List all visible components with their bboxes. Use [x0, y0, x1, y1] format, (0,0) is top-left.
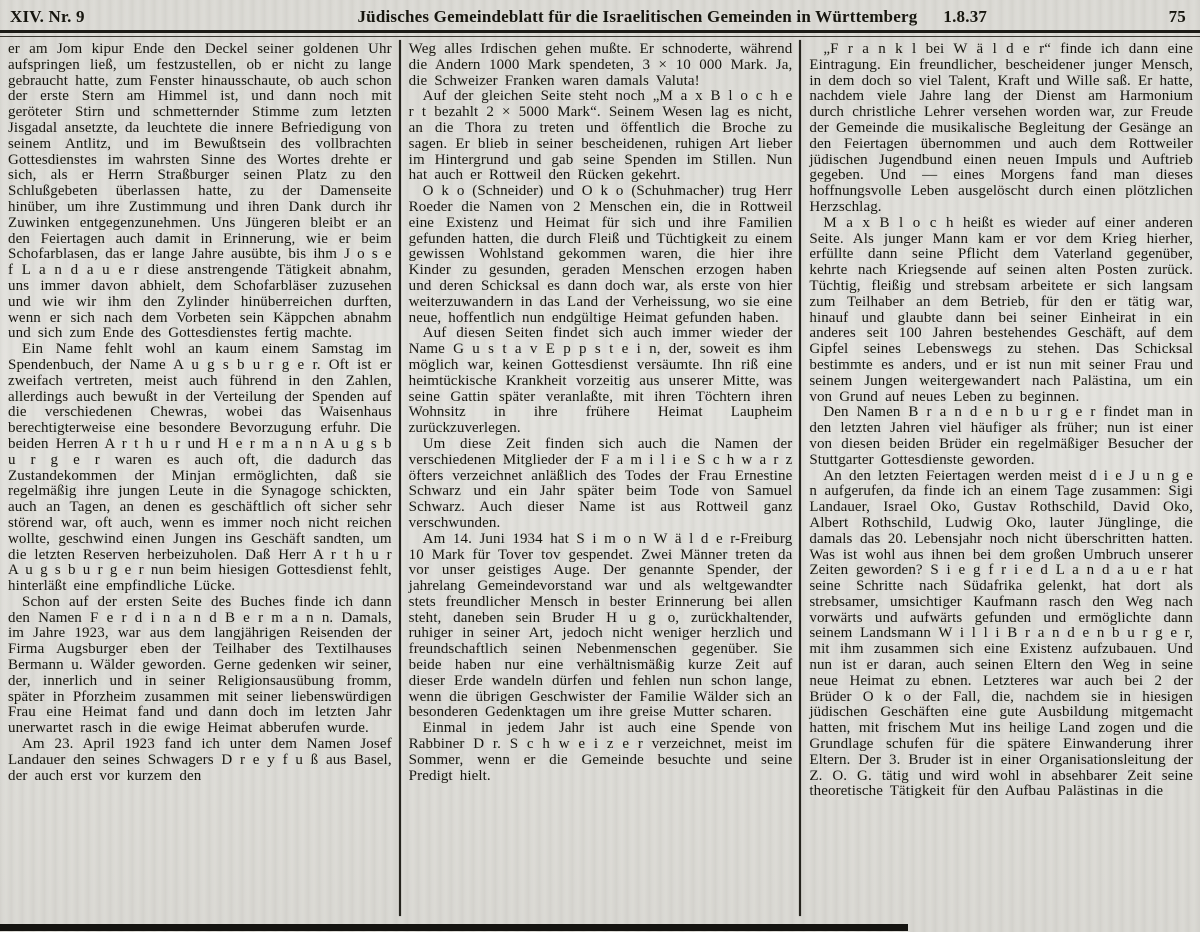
paragraph: er am Jom kipur Ende den Deckel seiner goldenen Uhr aufspringen ließ, um festzustellen, ob er nicht zu lange gebraucht hatte, zum Fenster hinausschaute, ob auch schon der erste Stern am Himmel ist, und dann noch mit geröteter Stirn und schmetternder Stimme zum letzten Jisgadal ansetzte, da leuchtete die innere Befriedigung von seinem Antlitz, und im Bewußtsein des vollbrachten Gottesdienstes im wahrsten Sinne des Wortes drehte er sich, als er Herrn Straßburger seinen Platz zu den Schlußgebeten überlassen hatte, zu der Damenseite hinüber, um ihre Zustimmung und ihren Dank durch ihr Zuwinken entgegenzunehmen. Uns Jüngeren bleibt er an den Feiertagen auch damit in Erinnerung, wie er beim Schofarblasen, das er lange Jahre ausübte, bis ihm J o s e f L a n d a u e r diese anstrengende Tätigkeit abnahm, uns immer davon abhielt, dem Schofarbläser zuzusehen und wie wir ihm den Zylinder hinüberreichen durften, wenn er sich nach dem Vorbeten sein Käppchen abnahm und sich zum Ende des Gottesdienstes fertig machte.	[8, 41, 392, 342]
paragraph: Um diese Zeit finden sich auch die Namen der verschiedenen Mitglieder der F a m i l i e S c h w a r z öfters verzeichnet anläßlich des Todes der Frau Ernestine Schwarz und ein Jahr später beim Tode von Samuel Schwarz. Auch dieser Name ist aus Rottweil ganz verschwunden.	[408, 435, 793, 531]
paragraph: Am 23. April 1923 fand ich unter dem Namen Josef Landauer den seines Schwagers D r e y f u ß aus Basel, der auch erst vor kurzem den	[8, 736, 392, 784]
paragraph: Auf diesen Seiten findet sich auch immer wieder der Name G u s t a v E p p s t e i n, der, soweit es ihm möglich war, keinen Gottesdienst versäumte. Ihn riß eine heimtückische Krankheit vorzeitig aus unserer Mitte, was seine Gattin später veranlaßte, mit ihren Töchtern ihren Wohnsitz in ihre frühere Heimat Laupheim zurückzuverlegen.	[408, 325, 793, 437]
paragraph: M a x B l o c h heißt es wieder auf einer anderen Seite. Als junger Mann kam er vor dem Krieg hierher, erfüllte dann seine Pflicht dem Vaterland gegenüber, kehrte nach Kriegsende auf seinen alten Posten zurück. Tüchtig, fleißig und strebsam arbeitete er sich langsam zum Teilhaber an dem Betrieb, für den er tätig war, hinauf und glaubte dann bei seiner Einheirat in ein anderes seit 100 Jahren bestehendes Geschäft, auf dem Gipfel seines Lebenswegs zu stehen. Das Schicksal bestimmte es anders, und er ist nun mit seiner Frau und seinem Jungen weitergewandert nach Palästina, um ein von Grund auf neues Leben zu beginnen.	[809, 214, 1194, 405]
issue-date: 1.8.37	[943, 7, 988, 26]
issue-number: XIV. Nr. 9	[10, 7, 85, 26]
paragraph: Auf der gleichen Seite steht noch „M a x B l o c h e r t bezahlt 2 × 5000 Mark“. Seinem Wesen lag es nicht, an die Thora zu treten und öffentlich die Broche zu sagen. Er blieb in seiner bescheidenen, ruhigen Art lieber im Hintergrund und gab seine Spenden im Stillen. Nun hat auch er Rottweil den Rücken gekehrt.	[408, 88, 793, 184]
paragraph: „F r a n k l bei W ä l d e r“ finde ich dann eine Eintragung. Ein freundlicher, bescheidener junger Mensch, in dem doch so viel Talent, Kraft und Wille saß. Er hatte, nachdem viele Jahre lang der Dienst am Harmonium durch christliche Lehrer versehen worden war, zur Freude der Gemeinde die musikalische Begleitung der Gesänge an den Feiertagen übernommen und auch dem Rottweiler jüdischen Jugendbund einen neuen Impuls und Auftrieb gegeben. Und — eines Morgens fand man dieses hoffnungsvolle Leben ausgelöscht durch einen plötzlichen Herzschlag.	[809, 41, 1194, 215]
paragraph: Den Namen B r a n d e n b u r g e r findet man in den letzten Jahren viel häufiger als früher; nun ist einer von diesen beiden Brüder ein regelmäßiger Besucher der Stuttgarter Gottesdienste geworden.	[809, 404, 1194, 468]
paragraph: Schon auf der ersten Seite des Buches finde ich dann den Namen F e r d i n a n d B e r m a n n. Damals, im Jahre 1923, war aus dem langjährigen Reisenden der Firma Augsburger eben der Teilhaber des Textilhauses Bermann u. Wälder geworden. Gerne gedenken wir seiner, der, innerlich und in seiner Religionsausübung fromm, später in Pforzheim zusammen mit seiner liebenswürdigen Frau eine Heimat fand und dann doch im letzten Jahr unerwartet rasch in die ewige Heimat abberufen wurde.	[8, 593, 392, 737]
column-1	[0, 40, 399, 916]
paragraph: Einmal in jedem Jahr ist auch eine Spende von Rabbiner D r. S c h w e i z e r verzeichnet, meist im Sommer, wenn er die Gemeinde besuchte und seine Predigt hielt.	[408, 720, 793, 784]
paragraph: Weg alles Irdischen gehen mußte. Er schnoderte, während die Andern 1000 Mark spendeten, 3 × 10 000 Mark. Ja, die Schweizer Franken waren damals Valuta!	[408, 41, 793, 89]
paragraph: O k o (Schneider) und O k o (Schuhmacher) trug Herr Roeder die Namen von 2 Menschen ein, die in Rottweil eine Existenz und Heimat für sich und ihre Familien gefunden hatten, die durch Fleiß und Tüchtigkeit zu einem gewissen Wohlstand gekommen waren, die hier ihre Kinder zu gesunden, geraden Menschen erzogen haben und deren Schicksal es dann doch war, als erste von hier weiterzuwandern in das Land der Verheissung, wo sie eine neue, hoffentlich nun endgültige Heimat gefunden haben.	[408, 183, 793, 326]
paragraph: An den letzten Feiertagen werden meist d i e J u n g e n aufgerufen, da finde ich an einem Tage zusammen: Sigi Landauer, Israel Oko, Gustav Rothschild, David Oko, Albert Rothschild, Ludwig Oko, lauter Jünglinge, die damals das 20. Lebensjahr noch nicht überschritten hatten. Was ist wohl aus ihnen bei dem großen Umbruch unserer Zeiten geworden? S i e g f r i e d L a n d a u e r hat seine Schritte nach Südafrika gelenkt, hat dort als strebsamer, umsichtiger Kaufmann rasch den Weg nach vorwärts und aufwärts gefunden und ermöglichte dann seinem Landsmann W i l l i B r a n d e n b u r g e r, mit ihm zusammen sich eine Existenz aufzubauen. Und nun ist er daran, auch seinen Eltern den Weg in seine neue Heimat zu ebnen. Letzteres war auch bei 2 der Brüder O k o der Fall, die, nachdem sie in hiesigen jüdischen Geschäften eine gute Ausbildung mitgemacht hatten, mit frischem Mut ins heilige Land zogen und die Grundlage schufen für die spätere Einwanderung ihrer Eltern. Der 3. Bruder ist in einer Organisationsleitung der Z. O. G. tätig und wird wohl in absehbarer Zeit seine theoretische Tätigkeit für den Aufbau Palästinas in die	[809, 467, 1194, 800]
page-number: 75	[1168, 7, 1186, 26]
masthead	[0, 0, 1200, 29]
paragraph: Am 14. Juni 1934 hat S i m o n W ä l d e r-Freiburg 10 Mark für Tover tov gespendet. Zwei Männer treten da vor unser geistiges Auge. Der genannte Spender, der jahrelang Gemeindevorstand war und als weltgewandter stets freundlicher Mensch in bester Erinnerung bei allen steht, daneben sein Bruder H u g o, zurückhaltender, ruhiger in seiner Art, jedoch nicht weniger herzlich und freundschaftlich seinen Nebenmenschen gegenüber. Sie beide haben nur eine verhältnismäßig kurze Zeit auf dieser Erde wandeln dürfen und fehlen nun schon lange, wenn die übrigen Geschwister der Familie Wälder sich an besonderen Gedenktagen um ihre greise Mutter scharen.	[408, 530, 793, 721]
paper-title: Jüdisches Gemeindeblatt für die Israelitischen Gemeinden in Württemberg	[357, 7, 918, 26]
article-body	[0, 37, 1200, 916]
bottom-rule-bar	[0, 924, 908, 931]
paragraph: Ein Name fehlt wohl an kaum einem Samstag im Spendenbuch, der Name A u g s b u r g e r. Oft ist er zweifach vertreten, meist auch führend in den Zahlen, allerdings auch bewußt in der Verteilung der Spenden auf die verschiedenen Chewras, wobei das Waisenhaus berechtigterweise eine besondere Bevorzugung erfuhr. Die beiden Herren A r t h u r und H e r m a n n A u g s b u r g e r waren es auch oft, die dadurch das Zustandekommen der Minjan ermöglichten, daß sie regelmäßig ihre jungen Leute in die Synagoge schickten, auch an Tagen, an denen es geschäftlich oft sicher sehr störend war, oft auch, wenn es immer noch nicht reichen wollte, geschwind einen Jungen ins Geschäft sandten, um die letzten Reserven herbeizuholen. Daß Herr A r t h u r A u g s b u r g e r nun beim hiesigen Gottesdienst fehlt, hinterläßt eine empfindliche Lücke.	[8, 341, 392, 595]
column-3	[801, 40, 1200, 916]
masthead-rule	[0, 30, 1200, 37]
masthead-title-group	[206, 7, 1139, 27]
column-2	[401, 40, 800, 916]
